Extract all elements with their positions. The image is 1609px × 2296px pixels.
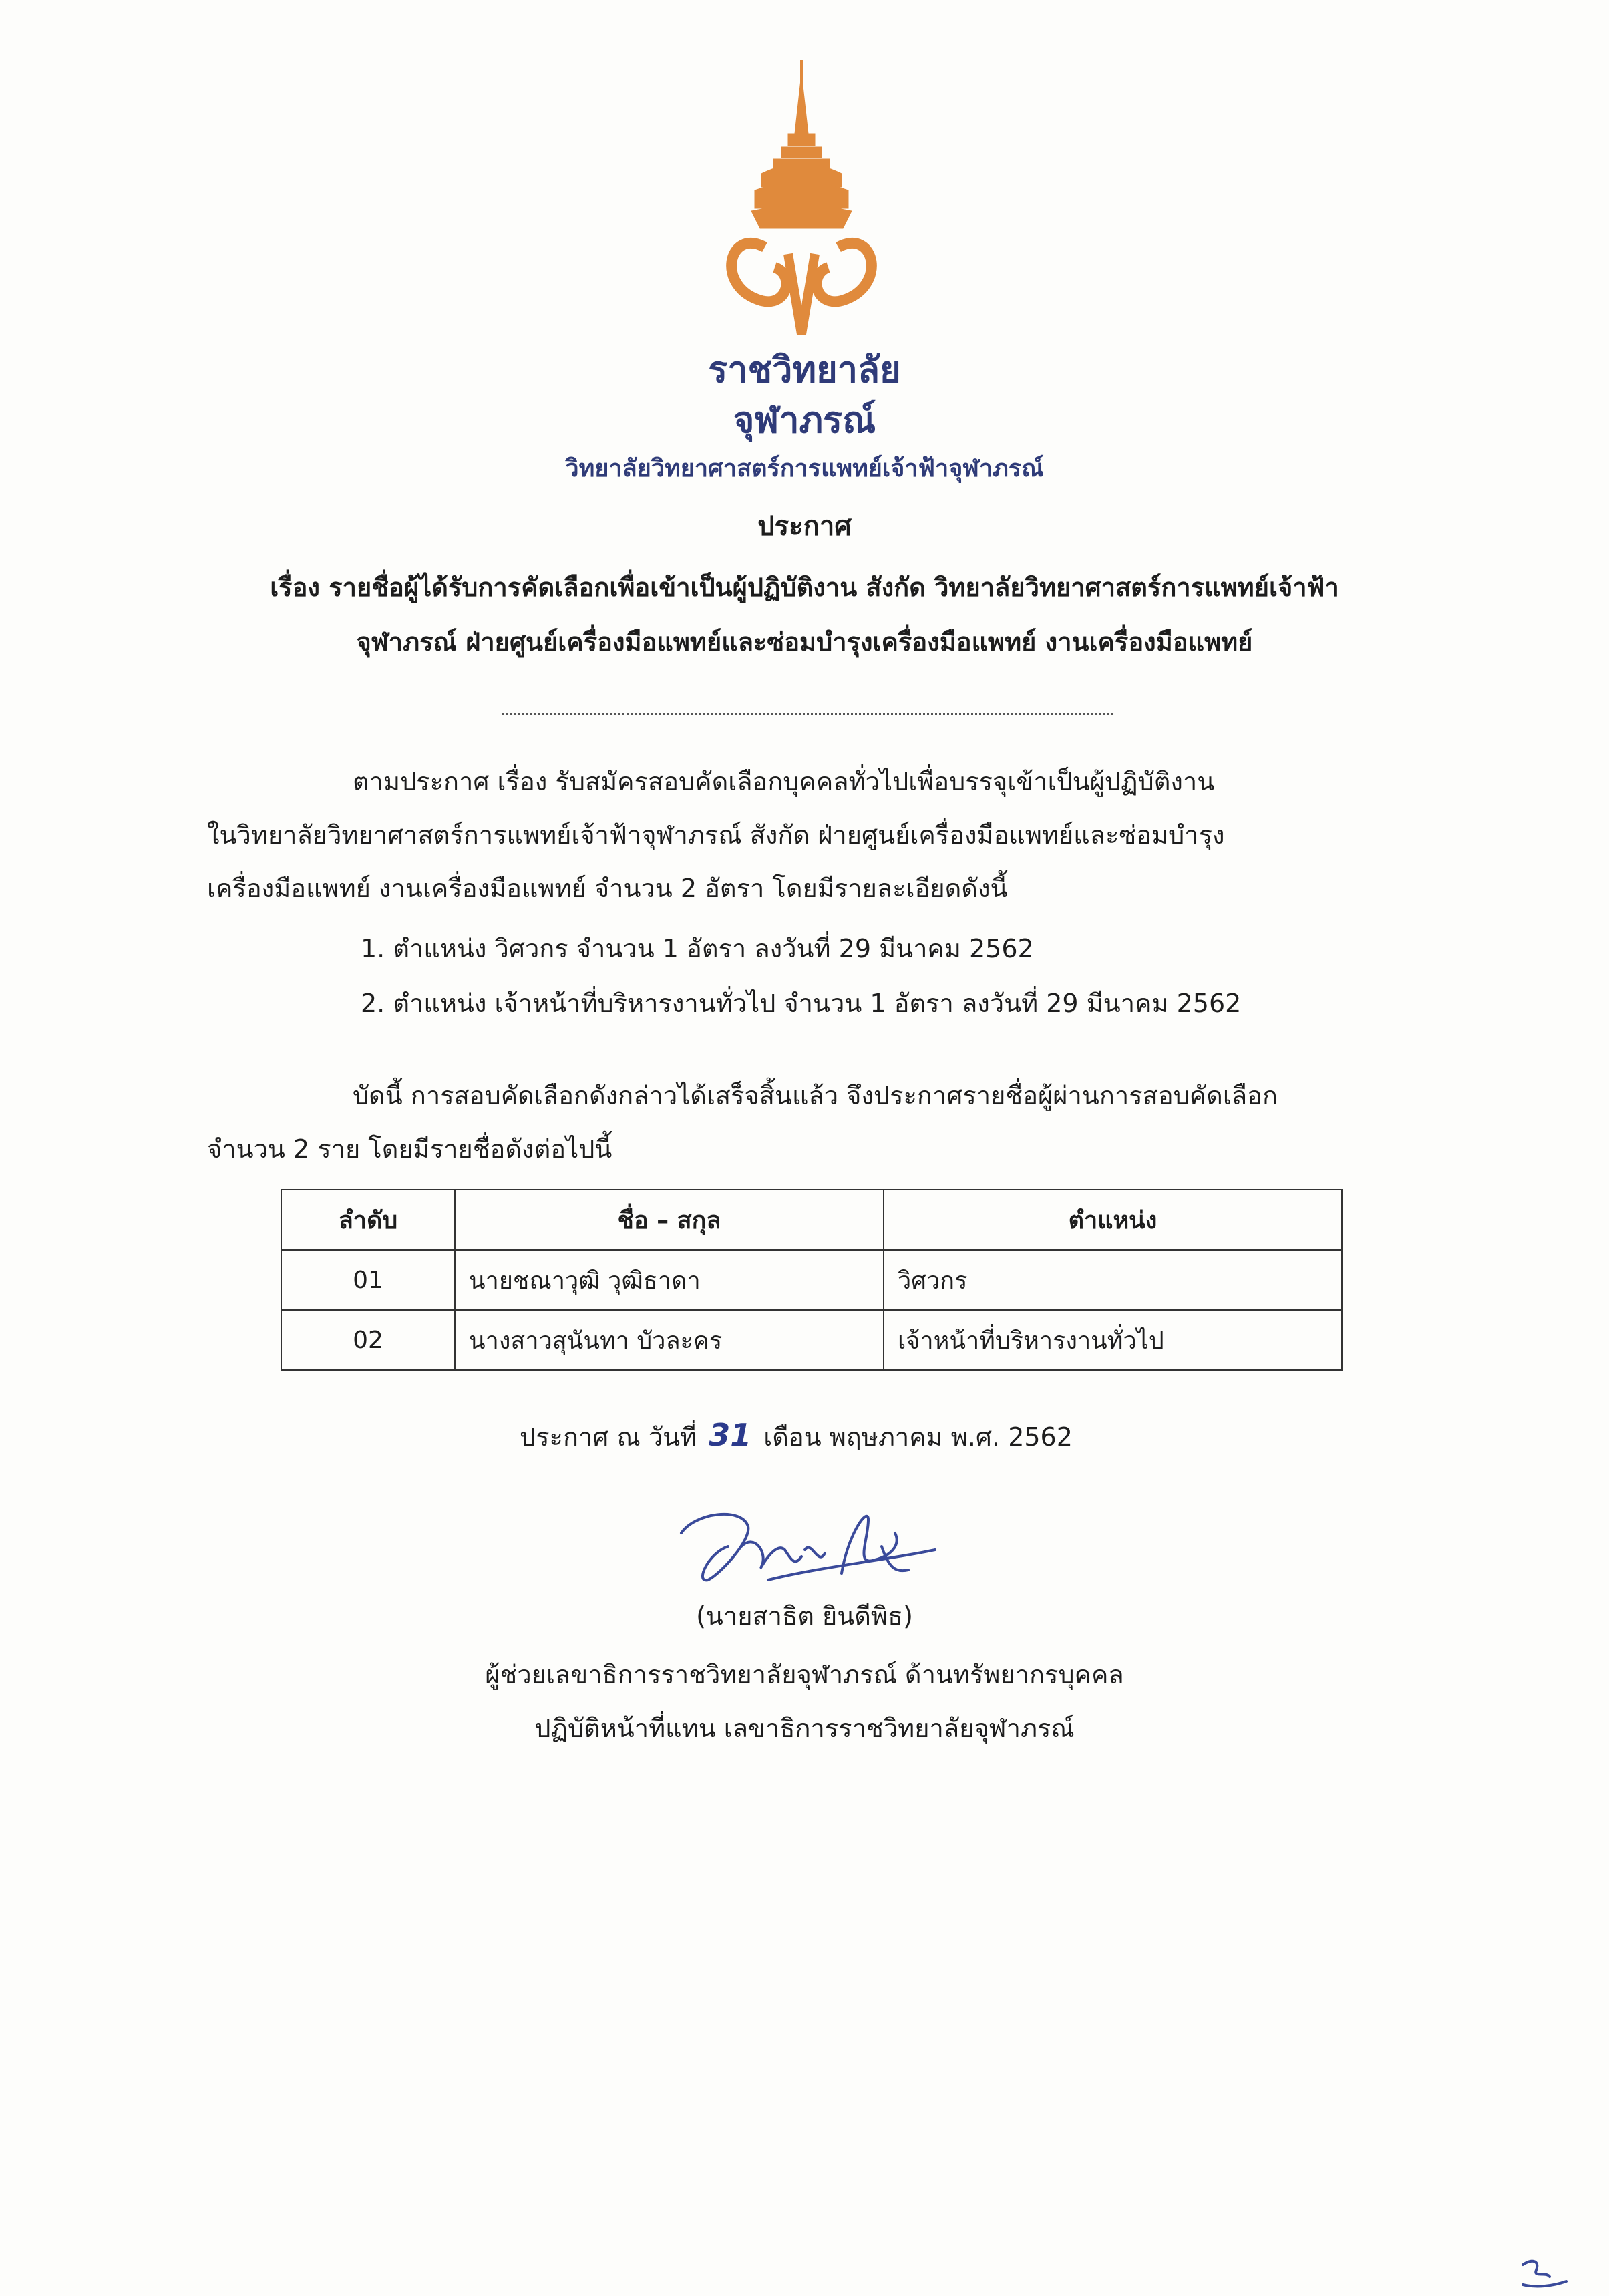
signer-title-line2: ปฏิบัติหน้าที่แทน เลขาธิการราชวิทยาลัยจุฬาภรณ์ [534, 1713, 1075, 1743]
announcement-title: ประกาศ [757, 511, 852, 542]
announcement-date [520, 1416, 1073, 1457]
list-item-2: 2. ตำแหน่ง เจ้าหน้าที่บริหารงานทั่วไป จำนวน 1 อัตรา ลงวันที่ 29 มีนาคม 2562 [361, 989, 1242, 1018]
announced-prefix: ประกาศ ณ วันที่ [520, 1422, 697, 1452]
org-name-line2: จุฬาภรณ์ [733, 399, 876, 441]
para1-line3: เครื่องมือแพทย์ งานเครื่องมือแพทย์ จำนวน 2 อัตรา โดยมีรายละเอียดดังนี้ [207, 874, 1008, 903]
table-header-row [281, 1190, 1342, 1250]
handwritten-day: 31 [709, 1417, 752, 1453]
para1-line2: ในวิทยาลัยวิทยาศาสตร์การแพทย์เจ้าฟ้าจุฬาภรณ์ สังกัด ฝ่ายศูนย์เครื่องมือแพทย์และซ่อมบำรุง [207, 820, 1225, 850]
table-row [281, 1250, 1342, 1310]
signature-icon [668, 1493, 948, 1600]
column-header-name: ชื่อ – สกุล [455, 1190, 884, 1250]
cell-order: 01 [281, 1250, 455, 1310]
cell-name: นายชณาวุฒิ วุฒิธาดา [455, 1250, 884, 1310]
subject-line1: เรื่อง รายชื่อผู้ได้รับการคัดเลือกเพื่อเข้าเป็นผู้ปฏิบัติงาน สังกัด วิทยาลัยวิทยาศาสตร์การแพทย์เจ้าฟ้า [270, 572, 1339, 602]
para2-line2: จำนวน 2 ราย โดยมีรายชื่อดังต่อไปนี้ [207, 1134, 612, 1164]
cell-order: 02 [281, 1310, 455, 1370]
org-name-line1: ราชวิทยาลัย [708, 349, 901, 391]
column-header-position: ตำแหน่ง [884, 1190, 1342, 1250]
royal-college-emblem-icon [688, 53, 915, 341]
announced-suffix: เดือน พฤษภาคม พ.ศ. 2562 [763, 1422, 1073, 1452]
list-item-1: 1. ตำแหน่ง วิศวกร จำนวน 1 อัตรา ลงวันที่ 29 มีนาคม 2562 [361, 934, 1034, 963]
cell-position: เจ้าหน้าที่บริหารงานทั่วไป [884, 1310, 1342, 1370]
para2-line1: บัดนี้ การสอบคัดเลือกดังกล่าวได้เสร็จสิ้นแล้ว จึงประกาศรายชื่อผู้ผ่านการสอบคัดเลือก [353, 1081, 1278, 1110]
signer-name: (นายสาธิต ยินดีพิธ) [696, 1601, 913, 1631]
table-row [281, 1310, 1342, 1370]
cell-position: วิศวกร [884, 1250, 1342, 1310]
dotted-divider [502, 713, 1113, 715]
subject-line2: จุฬาภรณ์ ฝ่ายศูนย์เครื่องมือแพทย์และซ่อมบำรุงเครื่องมือแพทย์ งานเครื่องมือแพทย์ [356, 627, 1253, 657]
column-header-order: ลำดับ [281, 1190, 455, 1250]
college-name: วิทยาลัยวิทยาศาสตร์การแพทย์เจ้าฟ้าจุฬาภรณ์ [565, 455, 1044, 482]
signer-title-line1: ผู้ช่วยเลขาธิการราชวิทยาลัยจุฬาภรณ์ ด้านทรัพยากรบุคคล [485, 1660, 1124, 1689]
initials-mark-icon [1516, 2251, 1570, 2291]
para1-line1: ตามประกาศ เรื่อง รับสมัครสอบคัดเลือกบุคคลทั่วไปเพื่อบรรจุเข้าเป็นผู้ปฏิบัติงาน [353, 767, 1215, 796]
cell-name: นางสาวสุนันทา บัวละคร [455, 1310, 884, 1370]
selected-candidates-table [281, 1189, 1343, 1371]
